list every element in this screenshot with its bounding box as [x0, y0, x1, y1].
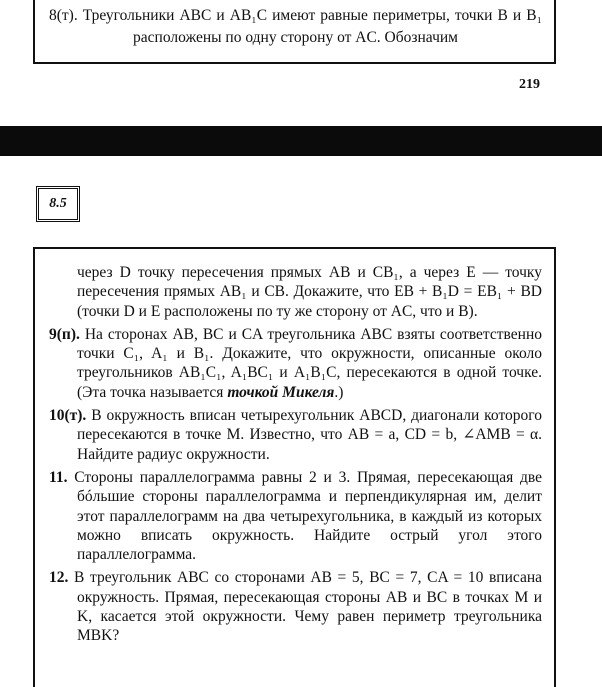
problem-text: В треугольник ABC со сторонами AB = 5, BC = 7, CA = 10 вписана окружность. Прямая, пересекающая стороны AB и BC в точках M и K, касается этой окружности. Чему равен периметр треугольника MBK?	[68, 569, 542, 645]
problem-box	[33, 247, 556, 687]
problem-text: Стороны параллелограмма равны 2 и 3. Прямая, пересекающая две бóльшие стороны параллелограмма и перпендикулярная им, делит этот параллелограмм на два четырехугольника, в каждый из которых можно вписать окружность. Найдите острый угол этого параллелограмма.	[67, 468, 542, 564]
problem-9	[49, 325, 542, 402]
problem-text: На сторонах AB, BC и CA треугольника ABC взяты соответственно точки C₁, A₁ и B₁. Докажите, что окружности, описанные около треугольников AB₁C₁, A₁BC₁ и A₁B₁C, пересекаются в одной точке. (Эта точка называется	[77, 325, 542, 401]
term-miquel-point: точкой Микеля	[227, 383, 335, 401]
page-separator-band	[0, 126, 602, 156]
section-badge: 8.5	[36, 186, 80, 222]
problem-number: 10(т).	[49, 407, 87, 425]
problem-8-text: 8(т). Треугольники ABC и AB₁C имеют равные периметры, точки B и B₁ расположены по одну сторону от AC. Обозначим	[49, 7, 542, 46]
problem-10	[49, 406, 542, 464]
page-number: 219	[519, 77, 540, 92]
problem-number: 12.	[49, 569, 69, 587]
problem-12	[49, 568, 542, 645]
problem-number: 9(п).	[49, 325, 80, 343]
previous-page-problem-box	[33, 0, 556, 64]
problem-number: 11.	[49, 468, 68, 486]
problem-8-continuation: через D точку пересечения прямых AB и CB₁, а через E — точку пересечения прямых AB₁ и CB. Докажите, что EB + B₁D = EB₁ + BD (точки D и E расположены по ту же сторону от AC, что и B).	[77, 264, 542, 320]
problem-text: В окружность вписан четырехугольник ABCD, диагонали которого пересекаются в точке M. Известно, что AB = a, CD = b, ∠AMB = α. Найдите радиус окружности.	[77, 407, 542, 463]
problem-11	[49, 468, 542, 564]
problem-text-end: .)	[334, 383, 344, 401]
